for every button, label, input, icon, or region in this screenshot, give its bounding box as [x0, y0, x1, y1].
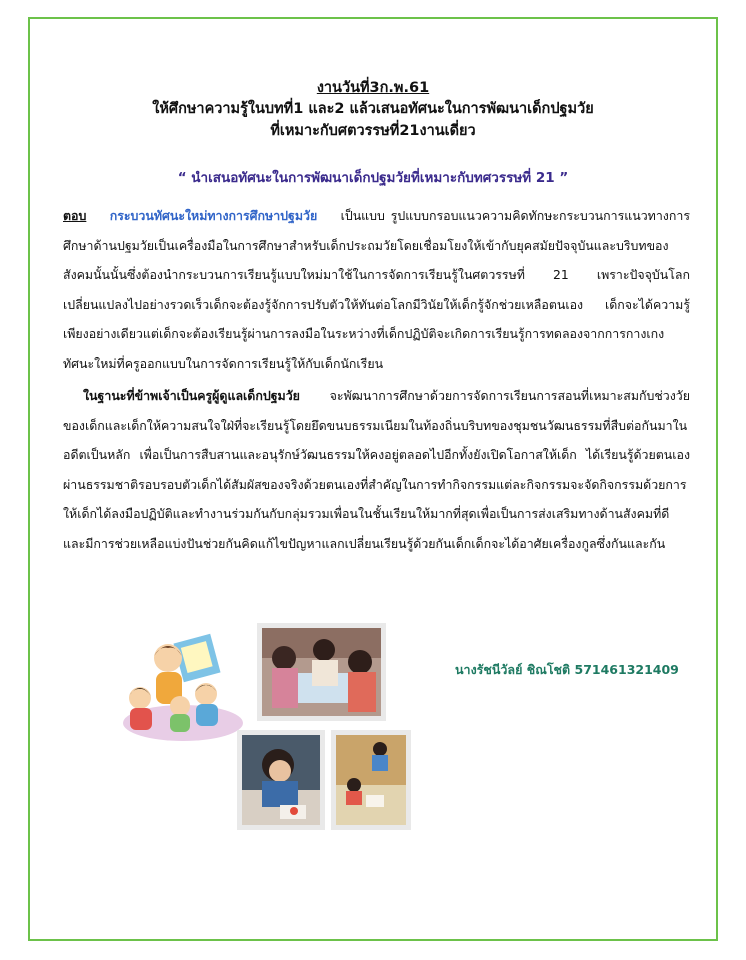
paragraph-1	[63, 201, 690, 378]
child-drawing-photo	[237, 730, 325, 830]
paragraph-1-text: เป็นแบบ รูปแบบกรอบแนวความคิดทักษะกระบวนการแนวทางการศึกษาด้านปฐมวัยเป็นเครื่องมือในการศึกษาสำหรับเด็กประถมวัยโดยเชื่อมโยงให้เข้ากับยุคสมัยปัจจุบันและบริบทของสังคมนั้นนั้นซึ่งต้องนำกระบวนการเรียนรู้แบบใหม่มาใช้ในการจัดการเรียนรู้ในศตวรรษที่ 21 เพราะปัจจุบันโลกเปลี่ยนแปลงไปอย่างรวดเร็วเด็กจะต้องรู้จักการปรับตัวให้ทันต่อโลกมีวินัยให้เด็กรู้จักช่วยเหลือตนเอง เด็กจะได้ความรู้เพียงอย่างเดียวแต่เด็กจะต้องเรียนรู้ผ่านการลงมือในระหว่างที่เด็กปฏิบัติจะเกิดการเรียนรู้การทดลองจากการกางเกงทัศนะใหม่ที่ครูออกแบบในการจัดการเรียนรู้ให้กับเด็กนักเรียน	[63, 208, 690, 371]
assignment-date: งานวันที่3ก.พ.61	[316, 80, 430, 96]
paragraph-2-text: จะพัฒนาการศึกษาด้วยการจัดการเรียนการสอนที่เหมาะสมกับช่วงวัยของเด็กและเด็กให้ความสนใจใฝ่ที่จะเรียนรู้โดยยึดขนบธรรมเนียมในท้องถิ่นบริบทของชุมชนวัฒนธรรมที่สืบต่อกันมาในอดีตเป็นหลัก เพื่อเป็นการสืบสานและอนุรักษ์วัฒนธรรมให้คงอยู่ตลอดไปอีกทั้งยังเปิดโอกาสให้เด็ก ได้เรียนรู้ด้วยตนเองผ่านธรรมชาติรอบรอบตัวเด็กได้สัมผัสของจริงด้วยตนเองที่สำคัญในการทำกิจกรรมแต่ละกิจกรรมจะจัดกิจกรรมด้วยการให้เด็กได้ลงมือปฏิบัติและทำงานร่วมกันกับกลุ่มรวมเพื่อนในชั้นเรียนให้มากที่สุดเพื่อเป็นการส่งเสริมทางด้านสังคมที่ดีและมีการช่วยเหลือแบ่งปันช่วยกันคิดแก้ไขปัญหาแลกเปลี่ยนเรียนรู้ด้วยกันเด็กเด็กจะได้อาศัยเครื่องกูลซึ่งกันและกัน	[63, 388, 690, 551]
author-name: นางรัชนีวัลย์ ชิณโชติ 571461321409	[455, 662, 679, 677]
assignment-instruction-cont: ที่เหมาะกับศตวรรษที่21งานเดี่ยว	[270, 123, 476, 139]
classroom-photo-group	[257, 623, 386, 721]
paragraph-2	[63, 381, 690, 558]
assignment-instruction: ให้ศึกษาความรู้ในบทที่1 และ2 แล้วเสนอทัศนะในการพัฒนาเด็กปฐมวัย	[152, 101, 594, 117]
paragraph-2-lead: ในฐานะที่ข้าพเจ้าเป็นครูผู้ดูแลเด็กปฐมวัย	[83, 388, 300, 403]
answer-label: ตอบ	[63, 208, 87, 223]
paragraph-1-highlight: กระบวนทัศนะใหม่ทางการศึกษาปฐมวัย	[109, 208, 318, 223]
essay-title: “ นำเสนอทัศนะในการพัฒนาเด็กปฐมวัยที่เหมาะกับทศวรรษที่ 21 ”	[177, 170, 569, 186]
children-floor-photo	[331, 730, 411, 830]
children-reading-illustration	[118, 628, 248, 748]
